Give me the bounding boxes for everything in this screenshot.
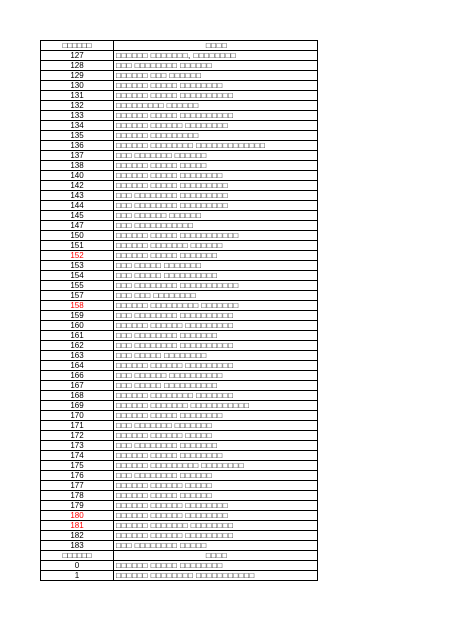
cell-number[interactable]: 181: [41, 521, 114, 531]
table-row: [41, 521, 318, 531]
cell-number[interactable]: 182: [41, 531, 114, 541]
cell-name[interactable]: □□□ □□□□□□□□ □□□□□□□: [114, 441, 318, 451]
cell-name[interactable]: □□□ □□□□□□□ □□□□□□: [114, 151, 318, 161]
table-row: [41, 111, 318, 121]
cell-name[interactable]: □□□□□□ □□□□□□□□ □□□□□□□□□□□□□: [114, 141, 318, 151]
cell-number[interactable]: 136: [41, 141, 114, 151]
cell-name[interactable]: □□□□□□ □□□□□ □□□□□□□□□□□: [114, 231, 318, 241]
cell-name[interactable]: □□□ □□□□□□□□ □□□□□□□□□□□: [114, 281, 318, 291]
table-row: [41, 341, 318, 351]
cell-number[interactable]: 171: [41, 421, 114, 431]
cell-number[interactable]: 183: [41, 541, 114, 551]
cell-number[interactable]: 138: [41, 161, 114, 171]
cell-number[interactable]: 144: [41, 201, 114, 211]
table-row: [41, 481, 318, 491]
cell-name[interactable]: □□□□□□ □□□□□□ □□□□□: [114, 481, 318, 491]
table-row: [41, 421, 318, 431]
cell-number[interactable]: 147: [41, 221, 114, 231]
cell-number[interactable]: 160: [41, 321, 114, 331]
cell-number[interactable]: 127: [41, 51, 114, 61]
cell-number[interactable]: 158: [41, 301, 114, 311]
table-row: [41, 391, 318, 401]
table-row: [41, 361, 318, 371]
cell-name[interactable]: □□□ □□□ □□□□□□□□: [114, 291, 318, 301]
cell-number[interactable]: 176: [41, 471, 114, 481]
table-row: [41, 101, 318, 111]
table-row: [41, 431, 318, 441]
table-row: [41, 331, 318, 341]
cell-number[interactable]: 0: [41, 561, 114, 571]
cell-name[interactable]: □□□ □□□□□□ □□□□□□: [114, 211, 318, 221]
table-row: [41, 441, 318, 451]
table-row: [41, 291, 318, 301]
cell-name[interactable]: □□□ □□□□□□□□ □□□□□□□: [114, 331, 318, 341]
cell-name[interactable]: □□□□□□ □□□□□□□□□ □□□□□□□: [114, 301, 318, 311]
cell-number[interactable]: 131: [41, 91, 114, 101]
cell-name[interactable]: □□□□□□ □□□□□ □□□□□□□□□□: [114, 91, 318, 101]
cell-name[interactable]: □□□□□□ □□□□□ □□□□□: [114, 161, 318, 171]
cell-name[interactable]: □□□□□□ □□□□□□□ □□□□□□□□: [114, 521, 318, 531]
column-header-name[interactable]: □□□□: [114, 551, 318, 561]
table-row: [41, 501, 318, 511]
table-row: [41, 161, 318, 171]
cell-number[interactable]: 154: [41, 271, 114, 281]
cell-name[interactable]: □□□ □□□□□□□□ □□□□□□□□□□: [114, 341, 318, 351]
table-row: [41, 171, 318, 181]
cell-name[interactable]: □□□ □□□□□ □□□□□□□□: [114, 351, 318, 361]
table-row: [41, 141, 318, 151]
cell-name[interactable]: □□□□□□ □□□□□ □□□□□□□□: [114, 171, 318, 181]
table-row: [41, 411, 318, 421]
cell-name[interactable]: □□□ □□□□□□□□ □□□□□□: [114, 61, 318, 71]
cell-number[interactable]: 166: [41, 371, 114, 381]
cell-name[interactable]: □□□□□□ □□□□□□ □□□□□□□□□: [114, 321, 318, 331]
table-row: [41, 301, 318, 311]
cell-number[interactable]: 180: [41, 511, 114, 521]
cell-number[interactable]: 159: [41, 311, 114, 321]
cell-number[interactable]: 137: [41, 151, 114, 161]
cell-name[interactable]: □□□□□□ □□□□□□□ □□□□□□: [114, 241, 318, 251]
cell-number[interactable]: 169: [41, 401, 114, 411]
table-row: [41, 371, 318, 381]
cell-name[interactable]: □□□ □□□□□□□□ □□□□□□: [114, 471, 318, 481]
table-row: [41, 351, 318, 361]
table-row: [41, 91, 318, 101]
cell-name[interactable]: □□□ □□□□□□□□ □□□□□□□□□□: [114, 311, 318, 321]
cell-number[interactable]: 155: [41, 281, 114, 291]
cell-name[interactable]: □□□□□□ □□□□□□ □□□□□□□□□: [114, 531, 318, 541]
cell-name[interactable]: □□□□□□ □□□□□ □□□□□□□□□□: [114, 111, 318, 121]
table-row: [41, 121, 318, 131]
cell-number[interactable]: 135: [41, 131, 114, 141]
table-row: [41, 151, 318, 161]
cell-name[interactable]: □□□□□□ □□□□□□ □□□□□□□□□: [114, 361, 318, 371]
cell-name[interactable]: □□□ □□□□□ □□□□□□□□□□: [114, 271, 318, 281]
column-header-number[interactable]: □□□□□□: [41, 41, 114, 51]
cell-number[interactable]: 168: [41, 391, 114, 401]
cell-name[interactable]: □□□□□□ □□□□□□□□□ □□□□□□□□: [114, 461, 318, 471]
cell-number[interactable]: 140: [41, 171, 114, 181]
table-row: [41, 561, 318, 571]
cell-number[interactable]: 130: [41, 81, 114, 91]
cell-name[interactable]: □□□□□□ □□□□□ □□□□□□□□: [114, 411, 318, 421]
cell-number[interactable]: 133: [41, 111, 114, 121]
spreadsheet-table: [40, 40, 318, 581]
cell-number[interactable]: 132: [41, 101, 114, 111]
cell-name[interactable]: □□□□□□ □□□□□ □□□□□□□□: [114, 451, 318, 461]
table-row: [41, 571, 318, 581]
cell-name[interactable]: □□□□□□ □□□□□□ □□□□□: [114, 431, 318, 441]
table-row: [41, 251, 318, 261]
cell-number[interactable]: 164: [41, 361, 114, 371]
table-row: [41, 261, 318, 271]
table-row: [41, 271, 318, 281]
table-row: [41, 511, 318, 521]
cell-number[interactable]: 177: [41, 481, 114, 491]
table-row: [41, 451, 318, 461]
cell-name[interactable]: □□□□□□ □□□□□□ □□□□□□□□: [114, 121, 318, 131]
header-row: [41, 41, 318, 51]
cell-number[interactable]: 162: [41, 341, 114, 351]
table-row: [41, 491, 318, 501]
cell-number[interactable]: 145: [41, 211, 114, 221]
column-header-number[interactable]: □□□□□□: [41, 551, 114, 561]
cell-number[interactable]: 143: [41, 191, 114, 201]
table-row: [41, 221, 318, 231]
cell-name[interactable]: □□□□□□ □□□ □□□□□□: [114, 71, 318, 81]
table-row: [41, 81, 318, 91]
cell-number[interactable]: 157: [41, 291, 114, 301]
cell-number[interactable]: 128: [41, 61, 114, 71]
table-row: [41, 181, 318, 191]
cell-name[interactable]: □□□□□□ □□□□□□□□□: [114, 131, 318, 141]
cell-name[interactable]: □□□□□□□□□ □□□□□□: [114, 101, 318, 111]
cell-name[interactable]: □□□ □□□□□□ □□□□□□□□□□: [114, 371, 318, 381]
table-row: [41, 71, 318, 81]
cell-name[interactable]: □□□ □□□□□□□□□□□: [114, 221, 318, 231]
cell-number[interactable]: 129: [41, 71, 114, 81]
cell-number[interactable]: 178: [41, 491, 114, 501]
table-row: [41, 321, 318, 331]
cell-number[interactable]: 152: [41, 251, 114, 261]
table-row: [41, 211, 318, 221]
cell-number[interactable]: 174: [41, 451, 114, 461]
cell-number[interactable]: 1: [41, 571, 114, 581]
cell-name[interactable]: □□□□□□ □□□□□□□□ □□□□□□□□□□□: [114, 571, 318, 581]
cell-name[interactable]: □□□ □□□□□□□□ □□□□□: [114, 541, 318, 551]
cell-number[interactable]: 161: [41, 331, 114, 341]
cell-number[interactable]: 142: [41, 181, 114, 191]
table-row: [41, 51, 318, 61]
column-header-name[interactable]: □□□□: [114, 41, 318, 51]
cell-name[interactable]: □□□ □□□□□ □□□□□□□□□□: [114, 381, 318, 391]
cell-number[interactable]: 170: [41, 411, 114, 421]
cell-name[interactable]: □□□ □□□□□ □□□□□□□: [114, 261, 318, 271]
table-row: [41, 201, 318, 211]
cell-number[interactable]: 163: [41, 351, 114, 361]
table-row: [41, 531, 318, 541]
cell-name[interactable]: □□□□□□ □□□□□ □□□□□□□□: [114, 561, 318, 571]
cell-number[interactable]: 172: [41, 431, 114, 441]
cell-name[interactable]: □□□□□□ □□□□□□ □□□□□□□□: [114, 501, 318, 511]
cell-number[interactable]: 179: [41, 501, 114, 511]
table-row: [41, 61, 318, 71]
cell-name[interactable]: □□□□□□ □□□□□ □□□□□□: [114, 491, 318, 501]
cell-name[interactable]: □□□□□□ □□□□□ □□□□□□□□: [114, 81, 318, 91]
table-row: [41, 541, 318, 551]
table-row: [41, 381, 318, 391]
cell-number[interactable]: 167: [41, 381, 114, 391]
cell-number[interactable]: 153: [41, 261, 114, 271]
table-row: [41, 461, 318, 471]
cell-number[interactable]: 150: [41, 231, 114, 241]
cell-name[interactable]: □□□□□□ □□□□□□□□ □□□□□□□: [114, 391, 318, 401]
cell-name[interactable]: □□□ □□□□□□□□ □□□□□□□□□: [114, 191, 318, 201]
table-row: [41, 471, 318, 481]
table-row: [41, 241, 318, 251]
cell-number[interactable]: 173: [41, 441, 114, 451]
table-row: [41, 401, 318, 411]
cell-number[interactable]: 175: [41, 461, 114, 471]
cell-number[interactable]: 151: [41, 241, 114, 251]
cell-number[interactable]: 134: [41, 121, 114, 131]
table-row: [41, 131, 318, 141]
spreadsheet-body: [41, 41, 318, 581]
cell-name[interactable]: □□□□□□ □□□□□□□, □□□□□□□□: [114, 51, 318, 61]
cell-name[interactable]: □□□ □□□□□□□ □□□□□□□: [114, 421, 318, 431]
cell-name[interactable]: □□□ □□□□□□□□ □□□□□□□□□: [114, 201, 318, 211]
cell-name[interactable]: □□□□□□ □□□□□□ □□□□□□□□: [114, 511, 318, 521]
cell-name[interactable]: □□□□□□ □□□□□□□ □□□□□□□□□□□: [114, 401, 318, 411]
table-row: [41, 231, 318, 241]
table-row: [41, 191, 318, 201]
header-row: [41, 551, 318, 561]
table-row: [41, 281, 318, 291]
cell-name[interactable]: □□□□□□ □□□□□ □□□□□□□□□: [114, 181, 318, 191]
table-row: [41, 311, 318, 321]
cell-name[interactable]: □□□□□□ □□□□□ □□□□□□□: [114, 251, 318, 261]
